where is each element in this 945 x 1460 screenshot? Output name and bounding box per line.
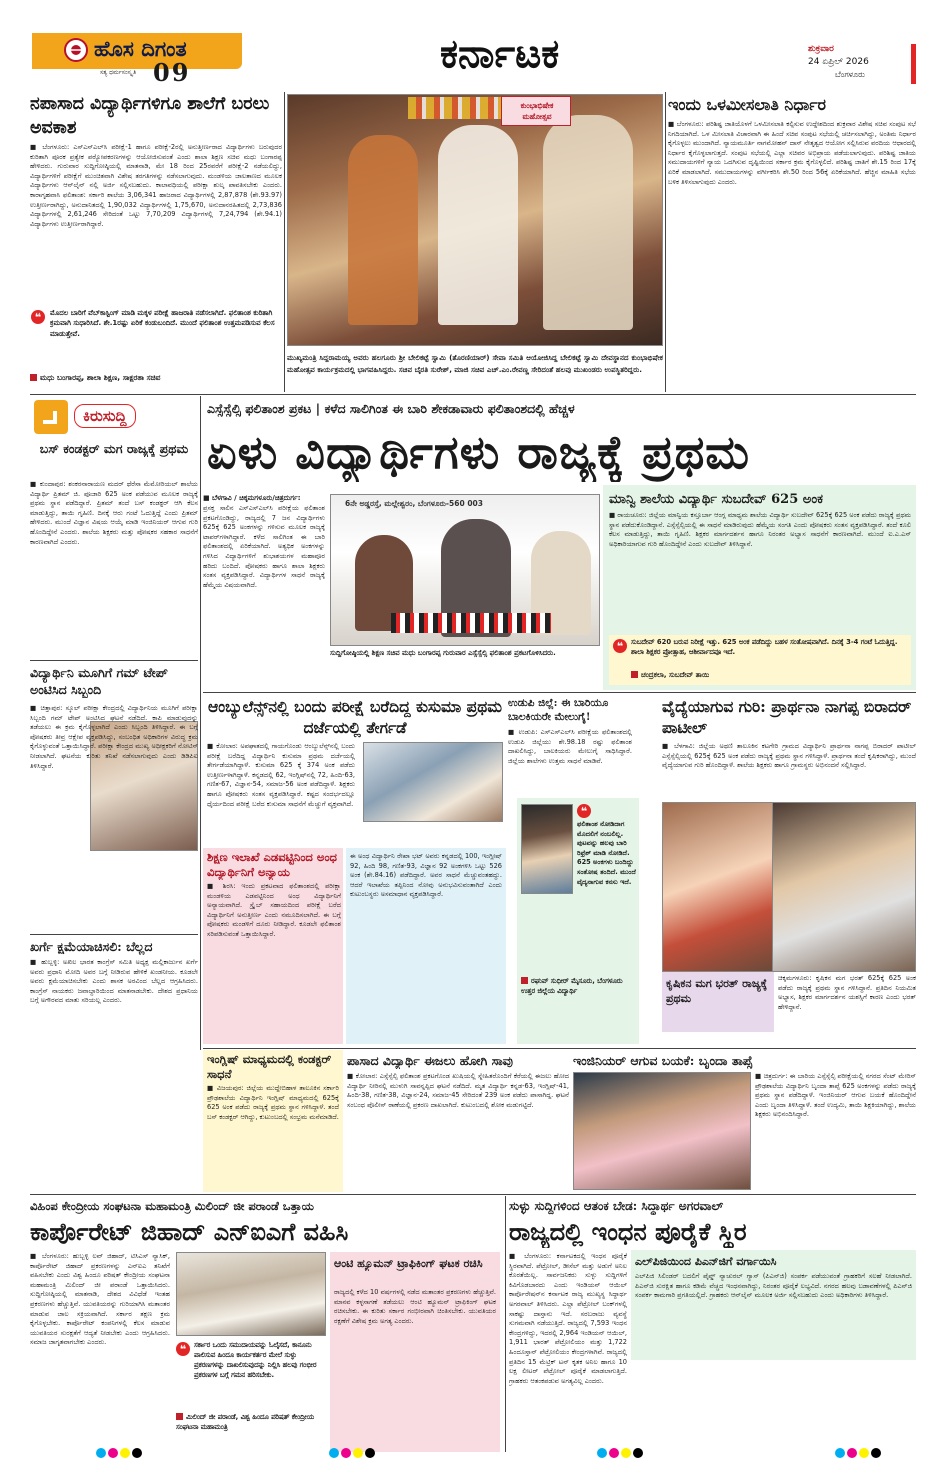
headline: ವೈದ್ಯೆಯಾಗುವ ಗುರಿ: ಪ್ರಾರ್ಥನಾ ನಾಗಪ್ಪ ಬಿರಾದರ್ ಪಾಟೀಲ್	[662, 697, 912, 737]
byline-marker-icon	[521, 977, 528, 984]
article-body: ■ ಬೆಂಗಳೂರು: ಹುಬ್ಬಳ್ಳಿ ಲವ್ ಜಿಹಾದ್, ಟಿಸಿಎಸ್ ನ್ಯಾಸಿಕ್, ಕಾರ್ಪೊರೇಟ್ ಜಿಹಾದ್ ಪ್ರಕರಣಗಳನ್ನು ಎನ್ಐಎ ತನಿಖೆಗೆ ವಹಿಸಬೇಕು ಎಂದು ವಿಶ್ವ ಹಿಂದೂ ಪರಿಷತ್ ಕೇಂದ್ರೀಯ ಸಂಘಟನಾ ಮಹಾಮಂತ್ರಿ ಮಿಲಿಂದ್ ಜೀ ಪರಾಂಡೆ ಒತ್ತಾಯಿಸಿದರು. ಸುದ್ದಿಗೋಷ್ಠಿಯಲ್ಲಿ ಮಾತನಾಡಿ, ದೇಶದ ವಿವಿಧೆಡೆ ಇಂತಹ ಪ್ರಕರಣಗಳು ಹೆಚ್ಚುತ್ತಿವೆ. ಯುವತಿಯರನ್ನು ಗುರಿಯಾಗಿಸಿ ಮತಾಂತರ ಮಾಡುವ ಜಾಲ ಸಕ್ರಿಯವಾಗಿದೆ. ಸರ್ಕಾರ ತಕ್ಷಣ ಕ್ರಮ ಕೈಗೊಳ್ಳಬೇಕು. ಕಾರ್ಪೊರೇಟ್ ಕಂಪನಿಗಳಲ್ಲಿ ಕೆಲಸ ಮಾಡುವ ಯುವತಿಯರ ಸುರಕ್ಷತೆಗೆ ಆದ್ಯತೆ ನೀಡಬೇಕು ಎಂದು ಆಗ್ರಹಿಸಿದರು. ಸಮಾಜ ಜಾಗೃತವಾಗಬೇಕು ಎಂದರು.	[30, 1252, 170, 1347]
photo-mics	[391, 613, 551, 633]
reg-mark-black	[871, 1448, 881, 1458]
col-divider	[505, 1196, 506, 1452]
headline: ಉಡುಪಿ ಜಿಲ್ಲೆ: ಈ ಬಾರಿಯೂ ಬಾಲಕಿಯರೇ ಮೇಲುಗೈ!	[508, 697, 609, 723]
quote-icon: ❝	[31, 310, 45, 324]
lead-body-column	[203, 494, 325, 690]
reg-mark-yellow	[120, 1448, 130, 1458]
lead-byline: ■ ಬೆಳಗಾವಿ / ಚಿಕ್ಕಮಗಳೂರು/ಚಿತ್ರದುರ್ಗ:	[203, 494, 301, 502]
reg-mark-black	[132, 1448, 142, 1458]
reg-mark-cyan	[835, 1448, 845, 1458]
kiru-divider	[30, 660, 198, 661]
headline: ಆಂಬ್ಯುಲೆನ್ಸ್‌ನಲ್ಲಿ ಬಂದು ಪರೀಕ್ಷೆ ಬರೆದಿದ್ದ ಕುಸುಮಾ ಪ್ರಥಮ ದರ್ಜೆಯಲ್ಲಿ ತೇರ್ಗಡೆ	[207, 697, 503, 737]
kicker: ಸುಳ್ಳು ಸುದ್ದಿಗಳಿಂದ ಆತಂಕ ಬೇಡ: ಸಿದ್ಧಾರ್ಥ ಅಗರವಾಲ್	[509, 1199, 724, 1213]
headline: ಕೃಷಿಕನ ಮಗ ಭರತ್ ರಾಜ್ಯಕ್ಕೆ ಪ್ರಥಮ	[666, 977, 768, 1005]
badge-text: ಕುಂಭಾಭಿಷೇಕ ಮಹೋತ್ಸವ	[520, 101, 554, 121]
story-note2	[346, 848, 506, 1044]
headline: ಶಿಕ್ಷಣ ಇಲಾಖೆ ಎಡವಟ್ಟಿನಿಂದ ಅಂಧ ವಿದ್ಯಾರ್ಥಿನಿಗೆ ಅನ್ಯಾಯ	[207, 850, 337, 879]
article-body: ■ ಕೋಲಾರ: ಎಸ್ಸೆಸ್ಸೆಲ್ಸಿ ಫಲಿತಾಂಶ ಪ್ರಕಟಗೊಂಡ ಖುಷಿಯಲ್ಲಿ ಸ್ನೇಹಿತರೊಂದಿಗೆ ಕೆರೆಯಲ್ಲಿ ಈಜಲು ಹೋದ ವಿದ್ಯಾರ್ಥಿ ನೀರಿನಲ್ಲಿ ಮುಳುಗಿ ಸಾವನ್ನಪ್ಪಿದ ಘಟನೆ ನಡೆದಿದೆ. ಮೃತ ವಿದ್ಯಾರ್ಥಿ ಕನ್ನಡ-63, ಇಂಗ್ಲಿಷ್-41, ಹಿಂದಿ-38, ಗಣಿತ-38, ವಿಜ್ಞಾನ-24, ಸಮಾಜ-45 ಸೇರಿದಂತೆ 239 ಅಂಕ ಪಡೆದು ಪಾಸಾಗಿದ್ದ. ಘಟನೆ ಸಂಬಂಧ ಪೊಲೀಸ್ ಠಾಣೆಯಲ್ಲಿ ಪ್ರಕರಣ ದಾಖಲಾಗಿದೆ. ಕುಟುಂಬದಲ್ಲಿ ಶೋಕ ಮಡುಗಟ್ಟಿದೆ.	[347, 1072, 569, 1109]
story-vaidye	[636, 694, 916, 1004]
quote-text: ಸುಬದೇವ್ 620 ಬರುವ ನಿರೀಕ್ಷೆ ಇತ್ತು. 625 ಅಂಕ ಪಡೆದಿದ್ದು ಬಹಳ ಸಂತೋಷವಾಗಿದೆ. ದಿನಕ್ಕೆ 3-4 ಗಂಟೆ ಓದುತ್ತಿದ್ದ. ಶಾಲಾ ಶಿಕ್ಷಕರ ಪ್ರೋತ್ಸಾಹ, ಆಶೀರ್ವಾದವೂ ಇದೆ.	[631, 638, 898, 656]
kirusuddi-hand-icon	[34, 400, 68, 434]
photo-sign-text: 6ನೇ ಅಡ್ಡರಸ್ತೆ, ಮಲ್ಲೇಶ್ವರಂ, ಬೆಂಗಳೂರು-560 003	[345, 499, 483, 508]
photo-temple-ceremony	[287, 94, 663, 346]
reg-mark-magenta	[108, 1448, 118, 1458]
section-title: ಕರ್ನಾಟಕ	[440, 30, 560, 77]
photo-brunda	[573, 1072, 751, 1190]
pull-quote-text: ಸರ್ಕಾರ ಒಂದು ಸಮುದಾಯವನ್ನು ಓಲೈಸದೆ, ಕಾನೂನು ಪಾಲಿಸುವ ಹಿಂದೂ ಕಾರ್ಯಕರ್ತರ ಮೇಲೆ ಸುಳ್ಳು ಪ್ರಕರಣಗಳನ್ನು ದಾಖಲಿಸುವುದನ್ನು ನಿಲ್ಲಿಸಿ ಹಲವು ಗಂಭೀರ ಪ್ರಕರಣಗಳ ಬಗ್ಗೆ ಗಮನ ಹರಿಸಬೇಕು.	[194, 1341, 317, 1379]
kiru-headline-1: ಬಸ್ ಕಂಡಕ್ಟರ್ ಮಗ ರಾಜ್ಯಕ್ಕೆ ಪ್ರಥಮ	[39, 441, 189, 456]
reg-mark-yellow	[621, 1448, 631, 1458]
lead-kicker: ಎಸ್ಸೆಸ್ಸೆಲ್ಸಿ ಫಲಿತಾಂಶ ಪ್ರಕಟ | ಕಳೆದ ಸಾಲಿಗಿಂತ ಈ ಬಾರಿ ಶೇಕಡಾವಾರು ಫಲಿತಾಂಶದಲ್ಲಿ ಹೆಚ್ಚಳ	[207, 401, 575, 416]
pull-quote-byline	[176, 1412, 326, 1432]
photo-kusuma-ambulance	[363, 742, 503, 822]
kiru-divider	[30, 934, 198, 935]
article-body-left: ■ ಕೋಲಾರ: ಅಪಘಾತದಲ್ಲಿ ಗಾಯಗೊಂಡು ಆಂಬ್ಯುಲೆನ್ಸ್‌ನಲ್ಲಿ ಬಂದು ಪರೀಕ್ಷೆ ಬರೆದಿದ್ದ ವಿದ್ಯಾರ್ಥಿನಿ ಕುಸುಮಾ ಪ್ರಥಮ ದರ್ಜೆಯಲ್ಲಿ ತೇರ್ಗಡೆಯಾಗಿದ್ದಾಳೆ. ಕುಸುಮಾ 625 ಕ್ಕೆ 374 ಅಂಕ ಪಡೆದು ಉತ್ತೀರ್ಣಳಾಗಿದ್ದಾಳೆ. ಕನ್ನಡದಲ್ಲಿ 62, ಇಂಗ್ಲಿಷ್‌ನಲ್ಲಿ 72, ಹಿಂದಿ-63, ಗಣಿತ-67, ವಿಜ್ಞಾನ-54, ಸಮಾಜ-56 ಅಂಕ ಪಡೆದಿದ್ದಾಳೆ. ಶಿಕ್ಷಕರು ಹಾಗೂ ಪೋಷಕರು ಸಂತಸ ವ್ಯಕ್ತಪಡಿಸಿದ್ದಾರೆ. ಕಷ್ಟದ ಸಂದರ್ಭದಲ್ಲೂ ಧೈರ್ಯದಿಂದ ಪರೀಕ್ಷೆ ಬರೆದ ಕುಸುಮಾ ಸಾಧನೆಗೆ ಮೆಚ್ಚುಗೆ ವ್ಯಕ್ತವಾಗಿದೆ.	[207, 742, 355, 808]
lead-story	[203, 396, 916, 492]
masthead-day: ಶುಕ್ರವಾರ	[808, 44, 834, 54]
photo-bharat	[772, 802, 916, 972]
bharat-label	[662, 972, 774, 1032]
story-napasada	[30, 90, 282, 390]
byline-text: ಮಿಲಿಂದ್ ಜೀ ಪರಾಂಡೆ, ವಿಶ್ವ ಹಿಂದೂ ಪರಿಷತ್ ಕೇಂದ್ರೀಯ ಸಂಘಟನಾ ಮಹಾಮಂತ್ರಿ	[176, 1413, 315, 1431]
logo-tagline: ಸತ್ಯ ಧರ್ಮಸಂಸ್ಕೃತಿ	[100, 69, 137, 76]
udupi-pull-box	[517, 798, 639, 1044]
photo-prarthana	[662, 802, 774, 972]
reg-mark-black	[633, 1448, 643, 1458]
article-body: ■ ವಿಜಯಪುರ: ಜಿಲ್ಲೆಯ ಮುದ್ದೇಬಿಹಾಳ ತಾಲೂಕಿನ ಸರ್ಕಾರಿ ಪ್ರೌಢಶಾಲೆಯ ವಿದ್ಯಾರ್ಥಿನಿ ಇಂಗ್ಲಿಷ್ ಮಾಧ್ಯಮದಲ್ಲಿ 625ಕ್ಕೆ 625 ಅಂಕ ಪಡೆದು ರಾಜ್ಯಕ್ಕೆ ಪ್ರಥಮ ಸ್ಥಾನ ಗಳಿಸಿದ್ದಾಳೆ. ತಂದೆ ಬಸ್ ಕಂಡಕ್ಟರ್ ಆಗಿದ್ದು, ಕುಟುಂಬದಲ್ಲಿ ಸಂಭ್ರಮ ಮನೆಮಾಡಿದೆ.	[207, 1084, 339, 1121]
photo-press-meet	[330, 494, 600, 646]
col-divider	[284, 92, 285, 392]
kiru-body-2: ■ ಚಿತ್ತಾಪುರ: ಸ್ಕೂಲ್ ಪರೀಕ್ಷಾ ಕೇಂದ್ರದಲ್ಲಿ ವಿದ್ಯಾರ್ಥಿನಿಯ ಮೂಗಿಗೆ ಪರೀಕ್ಷಾ ಸಿಬ್ಬಂದಿ ಗಮ್ ಟೇಪ್ ಅಂಟಿಸಿದ ಘಟನೆ ನಡೆದಿದೆ. ಕಾಪಿ ಮಾಡುವುದನ್ನು ತಡೆಯಲು ಈ ಕ್ರಮ ಕೈಗೊಳ್ಳಲಾಗಿದೆ ಎಂದು ಸಿಬ್ಬಂದಿ ತಿಳಿಸಿದ್ದಾರೆ. ಈ ಬಗ್ಗೆ ಪೋಷಕರು ತೀವ್ರ ಆಕ್ಷೇಪ ವ್ಯಕ್ತಪಡಿಸಿದ್ದು, ಸಂಬಂಧಿತ ಅಧಿಕಾರಿಗಳ ವಿರುದ್ಧ ಕ್ರಮ ಕೈಗೊಳ್ಳುವಂತೆ ಒತ್ತಾಯಿಸಿದ್ದಾರೆ. ಪರೀಕ್ಷಾ ಕೇಂದ್ರದ ಮುಖ್ಯ ಅಧೀಕ್ಷಕರಿಗೆ ನೋಟಿಸ್ ನೀಡಲಾಗಿದೆ. ಘಟನೆಯ ಕುರಿತು ತನಿಖೆ ನಡೆಸಲಾಗುವುದು ಎಂದು ಡಿಡಿಪಿಐ ತಿಳಿಸಿದ್ದಾರೆ.	[30, 704, 198, 770]
quote-icon: ❝	[176, 1342, 190, 1356]
headline: ಇಂಜಿನಿಯರ್ ಆಗುವ ಬಯಕೆ: ಬೃಂದಾ ತಾಪ್ಸೆ	[573, 1053, 753, 1068]
byline-text: ರಘುವ್ ಸುಧೀರ್ ಮೈಸೂರು, ಬೆಂಗಳೂರು ಉತ್ತರ ಜಿಲ್ಲೆಯ ವಿದ್ಯಾರ್ಥಿ	[521, 977, 623, 995]
masthead-red-bar	[911, 44, 916, 84]
article-body: ■ ಚಿತ್ರದುರ್ಗ: ಈ ಬಾರಿಯ ಎಸ್ಸೆಸ್ಸೆಲ್ಸಿ ಪರೀಕ್ಷೆಯಲ್ಲಿ ನಗರದ ಸೆಂಟ್ ಮೇರಿಸ್ ಪ್ರೌಢಶಾಲೆಯ ವಿದ್ಯಾರ್ಥಿನಿ ಬೃಂದಾ ತಾಪ್ಸೆ 625 ಅಂಕಗಳನ್ನು ಪಡೆದು ರಾಜ್ಯಕ್ಕೆ ಪ್ರಥಮ ಸ್ಥಾನ ಪಡೆದಿದ್ದಾಳೆ. ಇಂಜಿನಿಯರ್ ಆಗುವ ಬಯಕೆ ಹೊಂದಿದ್ದೇನೆ ಎಂದು ಬೃಂದಾ ತಿಳಿಸಿದ್ದಾಳೆ. ತಂದೆ ಉದ್ಯಮಿ, ತಾಯಿ ಶಿಕ್ಷಕಿಯಾಗಿದ್ದು, ಶಾಲೆಯ ಶಿಕ್ಷಕರು ಅಭಿನಂದಿಸಿದ್ದಾರೆ.	[755, 1072, 916, 1119]
kirusuddi-label: ಕಿರುಸುದ್ದಿ	[74, 404, 136, 428]
byline-marker-icon	[631, 671, 638, 678]
story-olameesalati	[668, 92, 916, 392]
story-vhp	[30, 1196, 500, 1454]
masthead	[0, 0, 945, 88]
kiru-headline-2: ವಿದ್ಯಾರ್ಥಿನಿ ಮೂಗಿಗೆ ಗಮ್ ಟೇಪ್ ಅಂಟಿಸಿದ ಸಿಬ್ಬಂದಿ	[30, 665, 168, 697]
photo-caption: ಮುಖ್ಯಮಂತ್ರಿ ಸಿದ್ದರಾಮಯ್ಯ ಅವರು ಹಲಗೂರು ಶ್ರೀ ಬೇಲಿಕಟ್ಟೆ ಸ್ವಾಮಿ (ತೊರಣಿಯಾರ್) ಸೇವಾ ಸಮಿತಿ ಆಯೋಜಿಸಿದ್ದ ಬೇಲಿಕಟ್ಟೆ ಸ್ವಾಮಿ ದೇವಸ್ಥಾನದ ಕುಂಭಾಭಿಷೇಕ ಮಹೋತ್ಸವ ಕಾರ್ಯಕ್ರಮದಲ್ಲಿ ಭಾಗವಹಿಸಿದ್ದರು. ಸಚಿವ ಬೈರತಿ ಸುರೇಶ್, ಮಾಜಿ ಸಚಿವ ಎಚ್.ಎಂ.ರೇವಣ್ಣ ಸೇರಿದಂತೆ ಹಲವು ಮುಖಂಡರು ಉಪಸ್ಥಿತರಿದ್ದರು.	[287, 353, 663, 374]
byline-text: ಚಂದ್ರಕಲಾ, ಸುಬದೇವ್ ತಾಯಿ	[641, 671, 710, 679]
reg-mark-cyan	[597, 1448, 607, 1458]
quote-icon: ❝	[613, 639, 627, 653]
lead-body: ಪ್ರಸಕ್ತ ಸಾಲಿನ ಎಸ್ಎಸ್ಎಲ್‌ಸಿ ಪರೀಕ್ಷೆಯ ಫಲಿತಾಂಶ ಪ್ರಕಟಗೊಂಡಿದ್ದು, ರಾಜ್ಯದಲ್ಲಿ 7 ಜನ ವಿದ್ಯಾರ್ಥಿಗಳು 625ಕ್ಕೆ 625 ಅಂಕಗಳನ್ನು ಗಳಿಸುವ ಮೂಲಕ ರಾಜ್ಯಕ್ಕೆ ಟಾಪರ್‌ಗಳಾಗಿದ್ದಾರೆ. ಕಳೆದ ಸಾಲಿಗಿಂತ ಈ ಬಾರಿ ಫಲಿತಾಂಶದಲ್ಲಿ ಏರಿಕೆಯಾಗಿದೆ. ಅತ್ಯಧಿಕ ಅಂಕಗಳನ್ನು ಗಳಿಸಿದ ವಿದ್ಯಾರ್ಥಿಗಳಿಗೆ ಶುಭಾಶಯಗಳ ಮಹಾಪೂರ ಹರಿದು ಬಂದಿದೆ. ಪೋಷಕರು ಹಾಗೂ ಶಾಲಾ ಶಿಕ್ಷಕರು ಸಂತಸ ವ್ಯಕ್ತಪಡಿಸಿದ್ದಾರೆ. ವಿದ್ಯಾರ್ಥಿಗಳ ಸಾಧನೆ ರಾಜ್ಯಕ್ಕೆ ಹೆಮ್ಮೆಯ ವಿಷಯವಾಗಿದೆ.	[203, 504, 325, 589]
article-body: ■ ಬೆಂಗಳೂರು: ಕರ್ನಾಟಕದಲ್ಲಿ ಇಂಧನ ಪೂರೈಕೆ ಸ್ಥಿರವಾಗಿದೆ. ಪೆಟ್ರೋಲ್, ಡೀಸೆಲ್ ಮತ್ತು ಅಡುಗೆ ಅನಿಲ ಕೊರತೆಯಿಲ್ಲ. ಸಾರ್ವಜನಿಕರು ಸುಳ್ಳು ಸುದ್ದಿಗಳಿಗೆ ಕಿವಿಗೊಡಬಾರದು ಎಂದು ಇಂಡಿಯನ್ ಆಯಿಲ್ ಕಾರ್ಪೊರೇಷನ್‌ನ ಕರ್ನಾಟಕ ರಾಜ್ಯ ಮುಖ್ಯಸ್ಥ ಸಿದ್ಧಾರ್ಥ ಅಗರವಾಲ್ ತಿಳಿಸಿದರು. ಎಲ್ಲಾ ಪೆಟ್ರೋಲ್ ಬಂಕ್‌ಗಳಲ್ಲಿ ಸಾಕಷ್ಟು ದಾಸ್ತಾನು ಇದೆ. ಸರಬರಾಜು ವ್ಯವಸ್ಥೆ ಸುಗಮವಾಗಿ ನಡೆಯುತ್ತಿದೆ. ರಾಜ್ಯದಲ್ಲಿ 7,593 ಇಂಧನ ಕೇಂದ್ರಗಳಿದ್ದು, ಇದರಲ್ಲಿ 2,964 ಇಂಡಿಯನ್ ಆಯಿಲ್, 1,911 ಭಾರತ್ ಪೆಟ್ರೋಲಿಯಂ ಮತ್ತು 1,722 ಹಿಂದೂಸ್ತಾನ್ ಪೆಟ್ರೋಲಿಯಂ ಕೇಂದ್ರಗಳಾಗಿವೆ. ರಾಜ್ಯದಲ್ಲಿ ಪ್ರತಿದಿನ 15 ಮೆಟ್ರಿಕ್ ಟನ್ ಕೃತಕ ಅನಿಲ ಹಾಗೂ 10 ಲಕ್ಷ ಲೀಟರ್ ಪೆಟ್ರೋಲ್ ಪೂರೈಕೆ ಮಾಡಲಾಗುತ್ತಿದೆ. ಗ್ರಾಹಕರು ಆತಂಕಪಡುವ ಅಗತ್ಯವಿಲ್ಲ ಎಂದರು.	[509, 1252, 627, 1385]
article-body: ಈ ಅಂಧ ವಿದ್ಯಾರ್ಥಿನಿ ರೇಖಾ ಭಟ್ ಅವರು ಕನ್ನಡದಲ್ಲಿ 100, ಇಂಗ್ಲೀಷ್ 92, ಹಿಂದಿ 98, ಗಣಿತ-93, ವಿಜ್ಞಾನ 92 ಅಂಕಗಳಿಸಿ ಒಟ್ಟು 526 ಅಂಕ (ಶೇ.84.16) ಪಡೆದಿದ್ದಾರೆ. ಅವರ ಸಾಧನೆ ಮೆಚ್ಚುವಂತಹದ್ದು. ಆದರೆ ಇಲಾಖೆಯ ತಪ್ಪಿನಿಂದ ನೋವು ಅನುಭವಿಸುವಂತಾಗಿದೆ ಎಂದು ಕುಟುಂಬಸ್ಥರು ಅಸಮಾಧಾನ ವ್ಯಕ್ತಪಡಿಸಿದ್ದಾರೆ.	[350, 852, 502, 899]
story-shikshana	[203, 848, 343, 1044]
mansi-quote-box	[609, 635, 911, 685]
headline: ಇಂಗ್ಲಿಷ್ ಮಾಧ್ಯಮದಲ್ಲಿ ಕಂಡಕ್ಟರ್ ಸಾಧನೆ	[207, 1052, 332, 1081]
quote-icon: ❝	[577, 804, 591, 818]
page-number: 09	[153, 58, 191, 87]
reg-mark-yellow	[353, 1448, 363, 1458]
headline: ಇಂದು ಒಳಮೀಸಲಾತಿ ನಿರ್ಧಾರ	[668, 95, 827, 114]
byline-text: ಮಧು ಬಂಗಾರಪ್ಪ, ಶಾಲಾ ಶಿಕ್ಷಣ, ಸಾಕ್ಷರತಾ ಸಚಿವ	[40, 373, 161, 382]
reg-mark-black	[365, 1448, 375, 1458]
story-english	[203, 1050, 343, 1192]
photo-figure-cm	[438, 125, 518, 325]
article-body: ■ ಶಿರಸಿ: ಇಂದು ಪ್ರಕಟವಾದ ಫಲಿತಾಂಶದಲ್ಲಿ ಪರೀಕ್ಷಾ ಮಂಡಳಿಯ ಎಡವಟ್ಟಿನಿಂದ ಅಂಧ ವಿದ್ಯಾರ್ಥಿನಿಗೆ ಅನ್ಯಾಯವಾಗಿದೆ. ಸ್ಕ್ರೈಬ್ ಸಹಾಯದಿಂದ ಪರೀಕ್ಷೆ ಬರೆದ ವಿದ್ಯಾರ್ಥಿನಿಗೆ ಅನುತ್ತೀರ್ಣ ಎಂದು ನಮೂದಿಸಲಾಗಿದೆ. ಈ ಬಗ್ಗೆ ಪೋಷಕರು ಮಂಡಳಿಗೆ ದೂರು ನೀಡಿದ್ದಾರೆ. ಕೂಡಲೇ ಫಲಿತಾಂಶ ಸರಿಪಡಿಸುವಂತೆ ಒತ್ತಾಯಿಸಿದ್ದಾರೆ.	[207, 882, 341, 938]
registration-marks	[0, 1440, 945, 1460]
section-rule	[30, 1194, 916, 1195]
reg-mark-magenta	[847, 1448, 857, 1458]
box-body: ರಾಜ್ಯದಲ್ಲಿ ಕಳೆದ 10 ವರ್ಷಗಳಲ್ಲಿ ನಡೆದ ಮತಾಂತರ ಪ್ರಕರಣಗಳು ಹೆಚ್ಚುತ್ತಿವೆ. ಮಾನವ ಕಳ್ಳಸಾಗಣೆ ತಡೆಯಲು ಆಂಟಿ ಹ್ಯೂಮನ್ ಟ್ರಾಫಿಕಿಂಗ್ ಘಟಕ ರಚಿಸಬೇಕು. ಈ ಕುರಿತು ಸರ್ಕಾರ ಗಂಭೀರವಾಗಿ ಚಿಂತಿಸಬೇಕು. ಯುವತಿಯರ ರಕ್ಷಣೆಗೆ ವಿಶೇಷ ಕ್ರಮ ಅಗತ್ಯ ಎಂದರು.	[334, 1288, 496, 1325]
reg-mark-cyan	[329, 1448, 339, 1458]
lead-photo-caption: ಸುದ್ದಿಗೋಷ್ಠಿಯಲ್ಲಿ ಶಿಕ್ಷಣ ಸಚಿವ ಮಧು ಬಂಗಾರಪ್ಪ ಗುರುವಾರ ಎಸ್ಸೆಸ್ಸೆಲ್ಸಿ ಫಲಿತಾಂಶ ಪ್ರಕಟಗೊಳಿಸಿದರು.	[330, 649, 556, 657]
article-body: ■ ಉಡುಪಿ: ಎಸ್ಎಸ್ಎಲ್‌ಸಿ ಪರೀಕ್ಷೆಯ ಫಲಿತಾಂಶದಲ್ಲಿ ಉಡುಪಿ ಜಿಲ್ಲೆಯು ಶೇ.98.18 ರಷ್ಟು ಫಲಿತಾಂಶ ದಾಖಲಿಸಿದ್ದು, ಬಾಲಕಿಯರು ಮೇಲುಗೈ ಸಾಧಿಸಿದ್ದಾರೆ. ಜಿಲ್ಲೆಯ ಶಾಲೆಗಳು ಉತ್ತಮ ಸಾಧನೆ ಮಾಡಿವೆ.	[508, 728, 632, 765]
pull-quote-text: ಮೊದಲ ಬಾರಿಗೆ ವೆಬ್‌ಕಾಸ್ಟಿಂಗ್ ಮಾಡಿ ಮಕ್ಕಳ ಪರೀಕ್ಷೆ ಹಾಜರಾತಿ ನಡೆಸಲಾಗಿದೆ. ಫಲಿತಾಂಶ ಕುರಿತಾಗಿ ಕ್ರಮವಾಗಿ ಸುಧಾರಿಸಿದೆ. ಶೇ.1ರಷ್ಟು ಏರಿಕೆ ಕಂಡುಬಂದಿದೆ. ಮುಂದೆ ಫಲಿತಾಂಶ ಉತ್ತಮಪಡಿಸುವ ಕೆಲಸ ಮಾಡುತ್ತೇವೆ.	[50, 309, 275, 338]
logo-text: ಹೊಸ ದಿಗಂತ	[94, 36, 187, 61]
section-rule	[203, 1048, 916, 1049]
story-pasada	[347, 1050, 569, 1192]
lead-headline: ಏಳು ವಿದ್ಯಾರ್ಥಿಗಳು ರಾಜ್ಯಕ್ಕೆ ಪ್ರಥಮ	[207, 425, 751, 479]
photo-figure-guest	[543, 115, 633, 330]
story-kumbhabhisheka	[287, 92, 663, 392]
article-body: ■ ಬೆಂಗಳೂರು: ಪರಿಶಿಷ್ಟ ಜಾತಿಯೊಳಗೆ ಒಳಮೀಸಲಾತಿ ಕಲ್ಪಿಸುವ ಉದ್ದೇಶದಿಂದ ಶುಕ್ರವಾರ ವಿಶೇಷ ಸಚಿವ ಸಂಪುಟ ಸಭೆ ನಿಗದಿಯಾಗಿದೆ. ಒಳ ಮೀಸಲಾತಿ ವಿಚಾರವಾಗಿ ಈ ಹಿಂದೆ ಸಚಿವ ಸಂಪುಟ ಸಭೆಯಲ್ಲಿ ಚರ್ಚಿಸಲಾಗಿದ್ದು, ಅಂತಿಮ ನಿರ್ಧಾರ ಕೈಗೊಳ್ಳಲು ಮುಂದಾಗಿದೆ. ನ್ಯಾಯಮೂರ್ತಿ ನಾಗಮೋಹನ್ ದಾಸ್ ನೇತೃತ್ವದ ಆಯೋಗ ಸಲ್ಲಿಸಿರುವ ವರದಿಯ ಆಧಾರದಲ್ಲಿ ನಿರ್ಧಾರ ಕೈಗೊಳ್ಳಲಾಗುತ್ತದೆ. ಸಂಪುಟ ಸಭೆಯಲ್ಲಿ ಎಲ್ಲಾ ಸಚಿವರ ಅಭಿಪ್ರಾಯ ಪಡೆಯಲಾಗುವುದು. ಪರಿಶಿಷ್ಟ ಜಾತಿಯ ಸಮುದಾಯಗಳಿಗೆ ನ್ಯಾಯ ಒದಗಿಸುವ ದೃಷ್ಟಿಯಿಂದ ಸರ್ಕಾರ ಕ್ರಮ ಕೈಗೊಳ್ಳಲಿದೆ. ಪರಿಶಿಷ್ಟ ಜಾತಿಗೆ ಶೇ.15 ರಿಂದ 17ಕ್ಕೆ ಏರಿಕೆ ಮಾಡಲಾಗಿದೆ. ಸಮುದಾಯಗಳನ್ನು ವರ್ಗೀಕರಿಸಿ ಶೇ.50 ರಿಂದ 56ಕ್ಕೆ ಏರಿಕೆಯಾಗಿದೆ. ಹೆಚ್ಚಿನ ಮಾಹಿತಿ ಸಭೆಯ ಬಳಿಕ ತಿಳಿಸಲಾಗುವುದು ಎಂದರು.	[668, 120, 916, 186]
headline: ಪಾಸಾದ ವಿದ್ಯಾರ್ಥಿ ಈಜಲು ಹೋಗಿ ಸಾವು	[347, 1053, 513, 1068]
headline: ಮಾನ್ವಿ ಶಾಲೆಯ ವಿದ್ಯಾರ್ಥಿ ಸುಬದೇವ್ 625 ಅಂಕ	[609, 492, 823, 507]
story-bharat	[636, 972, 916, 1047]
story-mansi	[603, 485, 916, 690]
section-rule	[30, 394, 916, 395]
article-body: ■ ಬೆಂಗಳೂರು: ಎಸ್ಎಸ್ಎಲ್‌ಸಿ ಪರೀಕ್ಷೆ-1 ಹಾಗೂ ಪರೀಕ್ಷೆ-2ರಲ್ಲಿ ಅನುತ್ತೀರ್ಣರಾದ ವಿದ್ಯಾರ್ಥಿಗಳು ಬರುವುದರ ಕುರಿತಾಗಿ ಪೂರಕ ಪ್ರತ್ಯೇಕ ಪಠ್ಯೋಪಕರಣಗಳನ್ನು ಆಯೋಜಿಸುವಂತೆ ಎಂದು ಶಾಲಾ ಶಿಕ್ಷಣ ಸಚಿವ ಮಧು ಬಂಗಾರಪ್ಪ ಹೇಳಿದರು. ಗುರುವಾರ ಸುದ್ದಿಗೋಷ್ಠಿಯಲ್ಲಿ ಮಾತನಾಡಿ, ಮೇ 18 ರಿಂದ 25ರವರೆಗೆ ಪರೀಕ್ಷೆ-2 ನಡೆಯಲಿದ್ದು, ವಿದ್ಯಾರ್ಥಿಗಳಿಗೆ ಪರೀಕ್ಷೆಗೆ ಮುಂಚಿತವಾಗಿ ವಿಶೇಷ ತರಗತಿಗಳನ್ನು ನಡೆಸಲಾಗುವುದು. ಮಂಡಳಿಯ ಜಾಲತಾಣದ ಮೂಲಕ ವಿದ್ಯಾರ್ಥಿಗಳು ಆನ್‌ಲೈನ್ ನಲ್ಲಿ ಅರ್ಜಿ ಸಲ್ಲಿಸಬಹುದು. ಕಾಲಾವಧಿಯಲ್ಲಿ ಪರೀಕ್ಷಾ ಶುಲ್ಕ ಪಾವತಿಸಬೇಕು ಎಂದರು. ಕಾರಾಗೃಹವಾಸಿ ಫಲಿತಾಂಶ: ಸರ್ಕಾರಿ ಶಾಲೆಯ 3,06,341 ಹಾಜರಾದ ವಿದ್ಯಾರ್ಥಿಗಳಲ್ಲಿ 2,87,878 (ಶೇ.93.97) ಉತ್ತೀರ್ಣರಾಗಿದ್ದು, ಅನುದಾನಿತದಲ್ಲಿ 1,90,032 ವಿದ್ಯಾರ್ಥಿಗಳಲ್ಲಿ 1,75,670, ಅನುದಾನರಹಿತದಲ್ಲಿ 2,73,836 ವಿದ್ಯಾರ್ಥಿಗಳಲ್ಲಿ 2,61,246 ಸೇರಿದಂತೆ ಒಟ್ಟು 7,70,209 ವಿದ್ಯಾರ್ಥಿಗಳಲ್ಲಿ 7,24,794 (ಶೇ.94.1) ವಿದ್ಯಾರ್ಥಿಗಳು ಉತ್ತೀರ್ಣರಾಗಿದ್ದಾರೆ.	[30, 143, 282, 228]
section-rule	[203, 692, 916, 693]
reg-mark-magenta	[609, 1448, 619, 1458]
col-divider	[665, 92, 666, 392]
fuel-box	[631, 1250, 916, 1360]
quote-byline	[631, 671, 709, 680]
article-body: ■ ಬೆಳಗಾವಿ: ಜಿಲ್ಲೆಯ ಅಥಣಿ ತಾಲೂಕಿನ ಕಟಗೇರಿ ಗ್ರಾಮದ ವಿದ್ಯಾರ್ಥಿನಿ ಪ್ರಾರ್ಥನಾ ನಾಗಪ್ಪ ಬಿರಾದರ್ ಪಾಟೀಲ್ ಎಸ್ಸೆಸ್ಸೆಲ್ಸಿಯಲ್ಲಿ 625ಕ್ಕೆ 625 ಅಂಕ ಪಡೆದು ರಾಜ್ಯಕ್ಕೆ ಪ್ರಥಮ ಸ್ಥಾನ ಗಳಿಸಿದ್ದಾಳೆ. ಪ್ರಾರ್ಥನಾ ತಂದೆ ಕೃಷಿಕರಾಗಿದ್ದು, ಮುಂದೆ ವೈದ್ಯೆಯಾಗುವ ಗುರಿ ಹೊಂದಿದ್ದಾಳೆ. ಶಾಲೆಯ ಶಿಕ್ಷಕರು ಹಾಗೂ ಗ್ರಾಮಸ್ಥರು ಅಭಿನಂದನೆ ಸಲ್ಲಿಸಿದ್ದಾರೆ.	[662, 742, 916, 770]
kicker: ವಿಹಿಂಪ ಕೇಂದ್ರೀಯ ಸಂಘಟನಾ ಮಹಾಮಂತ್ರಿ ಮಿಲಿಂದ್ ಜೀ ಪರಾಂಡೆ ಒತ್ತಾಯ	[30, 1199, 314, 1213]
reg-mark-magenta	[341, 1448, 351, 1458]
box-headline: ಆಂಟಿ ಹ್ಯೂಮನ್ ಟ್ರಾಫಿಕಿಂಗ್ ಘಟಕ ರಚಿಸಿ	[334, 1257, 483, 1270]
masthead-date: 24 ಏಪ್ರಿಲ್ 2026	[808, 57, 869, 67]
kiru-body-1: ■ ಕುಂದಾಪುರ: ಶಂಕರನಾರಾಯಣ ಮದರ್ ಥೆರೆಸಾ ಮೆಮೋರಿಯಲ್ ಶಾಲೆಯ ವಿದ್ಯಾರ್ಥಿ ಪ್ರಿತಮ್ ಜಿ. ಪೂಜಾರಿ 625 ಅಂಕ ಪಡೆಯುವ ಮೂಲಕ ರಾಜ್ಯಕ್ಕೆ ಪ್ರಥಮ ಸ್ಥಾನ ಪಡೆದಿದ್ದಾರೆ. ಪ್ರಿತಮ್ ತಂದೆ ಬಸ್ ಕಂಡಕ್ಟರ್ ಆಗಿ ಕೆಲಸ ಮಾಡುತ್ತಿದ್ದು, ತಾಯಿ ಗೃಹಿಣಿ. ದಿನಕ್ಕೆ ಆರು ಗಂಟೆ ಓದುತ್ತಿದ್ದೆ ಎಂದು ಪ್ರಿತಮ್ ಹೇಳಿದರು. ಮುಂದೆ ವಿಜ್ಞಾನ ವಿಷಯ ಆಯ್ಕೆ ಮಾಡಿ ಇಂಜಿನಿಯರ್ ಆಗುವ ಗುರಿ ಹೊಂದಿದ್ದೇನೆ ಎಂದರು. ಶಾಲೆಯ ಶಿಕ್ಷಕರು ಮತ್ತು ಪೋಷಕರ ಸಹಕಾರ ಸಾಧನೆಗೆ ಕಾರಣವಾಗಿದೆ ಎಂದರು.	[30, 480, 198, 546]
photo-badge	[501, 96, 571, 126]
story-fuel	[509, 1196, 916, 1454]
pull-quote-byline	[521, 976, 635, 996]
pull-quote	[30, 308, 282, 372]
photo-figure-priest	[348, 135, 418, 325]
headline: ರಾಜ್ಯದಲ್ಲಿ ಇಂಧನ ಪೂರೈಕೆ ಸ್ಥಿರ	[509, 1217, 747, 1246]
headline: ಕಾರ್ಪೊರೇಟ್ ಜಿಹಾದ್ ಎನ್ಐಎಗೆ ವಹಿಸಿ	[30, 1217, 349, 1246]
story-brunda	[573, 1050, 916, 1192]
box-headline: ಎಲ್‌ಪಿಜಿಯಿಂದ ಪಿಎನ್‌ಜಿಗೆ ವರ್ಗಾಯಿಸಿ	[635, 1255, 777, 1268]
photo-raghuv	[521, 804, 573, 894]
story-kusuma	[203, 694, 503, 844]
reg-mark-cyan	[96, 1448, 106, 1458]
pull-quote-text: ಫಲಿತಾಂಶ ನೋಡಿದಾಗ ಮೊದಲಿಗೆ ನಂಬಲಿಲ್ಲ. ಪುಟವನ್ನು ಹಲವು ಬಾರಿ ರಿಫ್ರೆಶ್ ಮಾಡಿ ನೋಡಿದೆ. 625 ಅಂಕಗಳು ಬಂದಿದ್ದು ಸಂತೋಷ ತಂದಿದೆ. ಮುಂದೆ ವೈದ್ಯನಾಗುವ ಕನಸು ಇದೆ.	[577, 820, 636, 886]
kirusuddi-header	[30, 398, 198, 438]
col-divider	[200, 396, 201, 1050]
pull-quote-byline	[30, 373, 282, 383]
vhp-box	[330, 1252, 500, 1452]
photo-vhp-meet	[176, 1252, 326, 1336]
logo	[32, 33, 242, 69]
kiru-body-3: ■ ಹುಬ್ಬಳ್ಳಿ: ಅಖಿಲ ಭಾರತ ಕಾಂಗ್ರೆಸ್ ಸಮಿತಿ ಅಧ್ಯಕ್ಷ ಮಲ್ಲಿಕಾರ್ಜುನ ಖರ್ಗೆ ಅವರು ಪ್ರಧಾನಿ ಮೋದಿ ಅವರ ಬಗ್ಗೆ ನೀಡಿರುವ ಹೇಳಿಕೆ ಖಂಡನೀಯ. ಕೂಡಲೇ ಅವರು ಕ್ಷಮೆಯಾಚಿಸಬೇಕು ಎಂದು ಶಾಸಕ ಅರವಿಂದ ಬೆಲ್ಲದ ಆಗ್ರಹಿಸಿದರು. ಕಾಂಗ್ರೆಸ್ ನಾಯಕರು ಜವಾಬ್ದಾರಿಯಿಂದ ಮಾತನಾಡಬೇಕು. ದೇಶದ ಪ್ರಧಾನಿಯ ಬಗ್ಗೆ ಅಗೌರವದ ಮಾತು ಸರಿಯಲ್ಲ ಎಂದರು.	[30, 958, 198, 1005]
byline-marker-icon	[176, 1413, 183, 1420]
headline: ನಪಾಸಾದ ವಿದ್ಯಾರ್ಥಿಗಳಿಗೂ ಶಾಲೆಗೆ ಬರಲು ಅವಕಾಶ	[30, 94, 270, 138]
reg-mark-yellow	[859, 1448, 869, 1458]
article-body: ■ ರಾಯಚೂರು: ಜಿಲ್ಲೆಯ ಮಾನ್ವಿಯ ಕಸ್ತೂರ್ಬಾ ಆಂಗ್ಲ ಮಾಧ್ಯಮ ಶಾಲೆಯ ವಿದ್ಯಾರ್ಥಿ ಸುಬದೇವ್ 625ಕ್ಕೆ 625 ಅಂಕ ಪಡೆದು ರಾಜ್ಯಕ್ಕೆ ಪ್ರಥಮ ಸ್ಥಾನ ಪಡೆದುಕೊಂಡಿದ್ದಾನೆ. ಎಸ್ಸೆಸ್ಸೆಲ್ಸಿಯಲ್ಲಿ ಈ ಸಾಧನೆ ಮಾಡಿರುವುದು ಹೆಮ್ಮೆಯ ಸಂಗತಿ ಎಂದು ಪೋಷಕರು ಸಂತಸ ವ್ಯಕ್ತಪಡಿಸಿದ್ದಾರೆ. ತಂದೆ ಕೂಲಿ ಕೆಲಸ ಮಾಡುತ್ತಿದ್ದು, ತಾಯಿ ಗೃಹಿಣಿ. ಶಿಕ್ಷಕರ ಮಾರ್ಗದರ್ಶನ ಹಾಗೂ ನಿರಂತರ ಅಭ್ಯಾಸ ಸಾಧನೆಗೆ ಕಾರಣವಾಗಿದೆ. ಮುಂದೆ ಐ.ಎ.ಎಸ್ ಅಧಿಕಾರಿಯಾಗುವ ಗುರಿ ಹೊಂದಿದ್ದೇನೆ ಎಂದು ಸುಬದೇವ್ ತಿಳಿಸಿದ್ದಾನೆ.	[609, 511, 911, 548]
kiru-headline-3: ಖರ್ಗೆ ಕ್ಷಮೆಯಾಚಿಸಲಿ: ಬೆಲ್ಲದ	[30, 939, 153, 954]
logo-emblem-icon	[64, 38, 88, 62]
masthead-city: ಬೆಂಗಳೂರು	[835, 70, 865, 79]
article-body: ಚಿಕ್ಕಮಗಳೂರು: ಕೃಷಿಕನ ಮಗ ಭರತ್ 625ಕ್ಕೆ 625 ಅಂಕ ಪಡೆದು ರಾಜ್ಯಕ್ಕೆ ಪ್ರಥಮ ಸ್ಥಾನ ಗಳಿಸಿದ್ದಾನೆ. ಪ್ರತಿದಿನ ನಿಯಮಿತ ಅಭ್ಯಾಸ, ಶಿಕ್ಷಕರ ಮಾರ್ಗದರ್ಶನ ಯಶಸ್ಸಿಗೆ ಕಾರಣ ಎಂದು ಭರತ್ ಹೇಳಿದ್ದಾನೆ.	[778, 974, 916, 1011]
vhp-pull-box	[176, 1340, 326, 1440]
byline-marker-icon	[30, 374, 37, 381]
box-body: ಎಲ್‌ಪಿಜಿ ಸಿಲಿಂಡರ್ ಬದಲಿಗೆ ಪೈಪ್ಡ್ ನ್ಯಾಚುರಲ್ ಗ್ಯಾಸ್ (ಪಿಎನ್‌ಜಿ) ಸಂಪರ್ಕ ಪಡೆಯುವಂತೆ ಗ್ರಾಹಕರಿಗೆ ಸಲಹೆ ನೀಡಲಾಗಿದೆ. ಪಿಎನ್‌ಜಿ ಸುರಕ್ಷಿತ ಹಾಗೂ ಕಡಿಮೆ ವೆಚ್ಚದ ಇಂಧನವಾಗಿದ್ದು, ನಿರಂತರ ಪೂರೈಕೆ ಲಭ್ಯವಿದೆ. ನಗರದ ಹಲವು ಬಡಾವಣೆಗಳಲ್ಲಿ ಪಿಎನ್‌ಜಿ ಸಂಪರ್ಕ ಕಾಮಗಾರಿ ಪ್ರಗತಿಯಲ್ಲಿದೆ. ಗ್ರಾಹಕರು ಆನ್‌ಲೈನ್ ಮೂಲಕ ಅರ್ಜಿ ಸಲ್ಲಿಸಬಹುದು ಎಂದು ಅಧಿಕಾರಿಗಳು ತಿಳಿಸಿದ್ದಾರೆ.	[635, 1272, 912, 1300]
